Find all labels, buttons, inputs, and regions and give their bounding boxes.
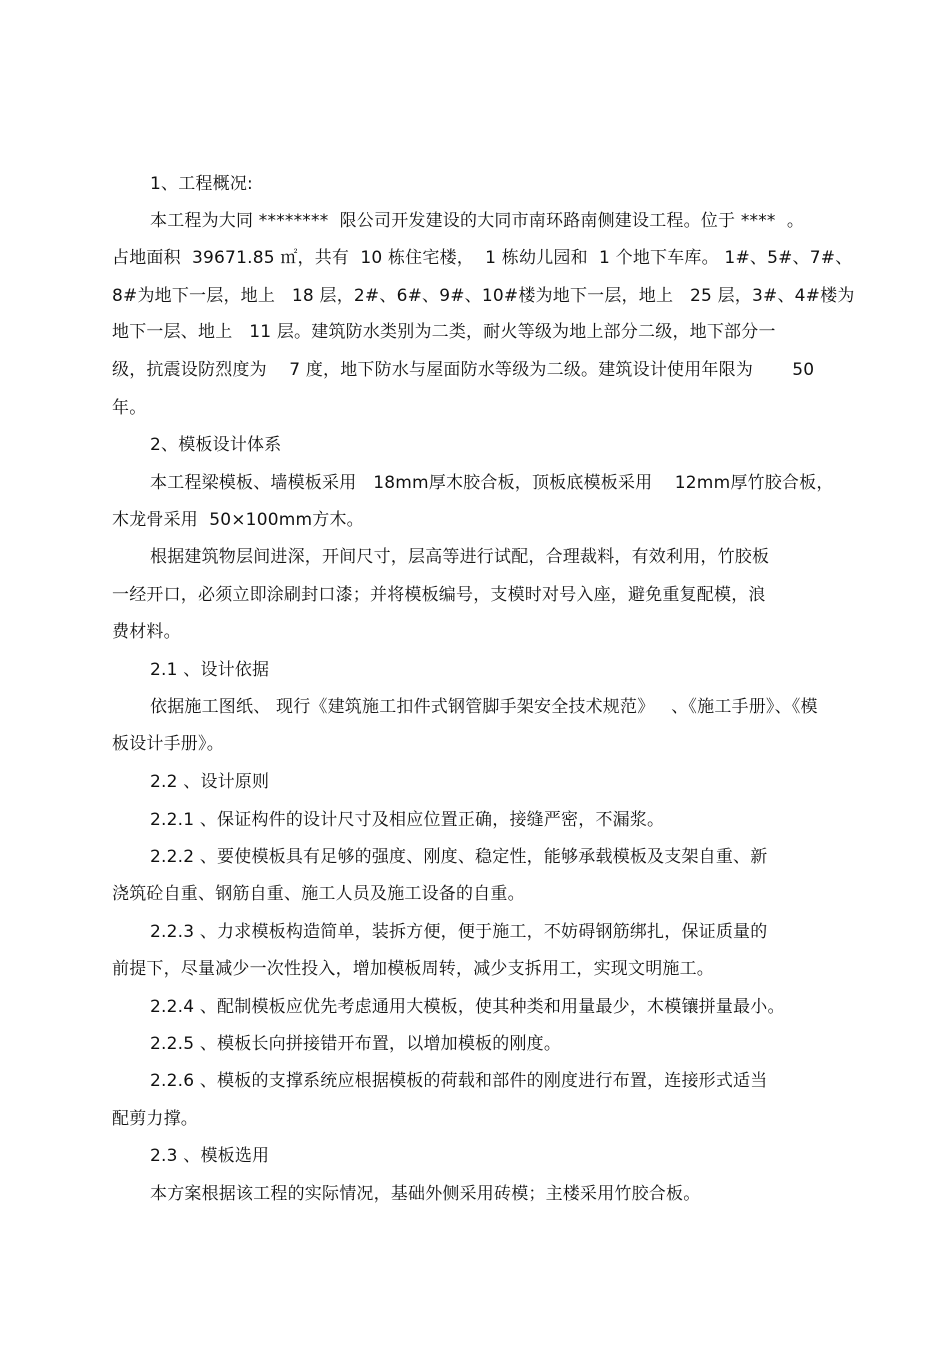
paragraph-line: 根据建筑物层间进深，开间尺寸，层高等进行试配，合理裁料，有效利用，竹胶板 (150, 547, 770, 567)
section-heading-2-3: 2.3 、模板选用 (150, 1146, 270, 1166)
paragraph-line: 木龙骨采用 50×100mm方木。 (112, 510, 364, 530)
paragraph-line: 占地面积 39671.85 ㎡，共有 10 栋住宅楼， 1 栋幼儿园和 1 个地下车库。 1#、5#、7#、 (112, 248, 853, 268)
paragraph-line: 2.2.2 、要使模板具有足够的强度、刚度、稳定性，能够承载模板及支架自重、新 (150, 847, 768, 867)
paragraph-line: 2.2.3 、力求模板构造简单，装拆方便，便于施工，不妨碍钢筋绑扎，保证质量的 (150, 922, 768, 942)
section-heading-1: 1、工程概况: (150, 174, 253, 194)
paragraph-line: 费材料。 (112, 622, 181, 642)
paragraph-line: 配剪力撑。 (112, 1109, 198, 1129)
paragraph-line: 8#为地下一层，地上 18 层，2#、6#、9#、10#楼为地下一层，地上 25 层，3#、4#楼为 (112, 286, 855, 306)
paragraph-line: 本工程梁模板、墙模板采用 18mm厚木胶合板，顶板底模板采用 12mm厚竹胶合板， (150, 473, 834, 493)
paragraph-line: 2.2.4 、配制模板应优先考虑通用大模板，使其种类和用量最少，木模镶拼量最小。 (150, 997, 785, 1017)
paragraph-line: 本方案根据该工程的实际情况，基础外侧采用砖模；主楼采用竹胶合板。 (150, 1184, 701, 1204)
paragraph-line: 浇筑砼自重、钢筋自重、施工人员及施工设备的自重。 (112, 884, 525, 904)
section-heading-2-2: 2.2 、设计原则 (150, 772, 270, 792)
paragraph-line: 级，抗震设防烈度为 7 度，地下防水与屋面防水等级为二级。建筑设计使用年限为 50 (112, 360, 815, 380)
paragraph-line: 依据施工图纸、 现行《建筑施工扣件式钢管脚手架安全技术规范》 、《施工手册》、《模 (150, 697, 818, 717)
section-heading-2-1: 2.1 、设计依据 (150, 660, 270, 680)
paragraph-line: 2.2.6 、模板的支撑系统应根据模板的荷载和部件的刚度进行布置，连接形式适当 (150, 1071, 768, 1091)
paragraph-line: 地下一层、地上 11 层。建筑防水类别为二类，耐火等级为地上部分二级，地下部分一 (112, 322, 776, 342)
paragraph-line: 前提下，尽量减少一次性投入，增加模板周转，减少支拆用工，实现文明施工。 (112, 959, 714, 979)
paragraph-line: 2.2.5 、模板长向拼接错开布置，以增加模板的刚度。 (150, 1034, 562, 1054)
paragraph-line: 2.2.1 、保证构件的设计尺寸及相应位置正确，接缝严密，不漏浆。 (150, 810, 665, 830)
paragraph-line: 本工程为大同 ******** 限公司开发建设的大同市南环路南侧建设工程。位于 **** 。 (150, 211, 805, 231)
paragraph-line: 一经开口，必须立即涂刷封口漆；并将模板编号，支模时对号入座，避免重复配模，浪 (112, 585, 766, 605)
paragraph-line: 年。 (112, 398, 147, 418)
paragraph-line: 板设计手册》。 (112, 734, 224, 754)
section-heading-2: 2、模板设计体系 (150, 435, 282, 455)
